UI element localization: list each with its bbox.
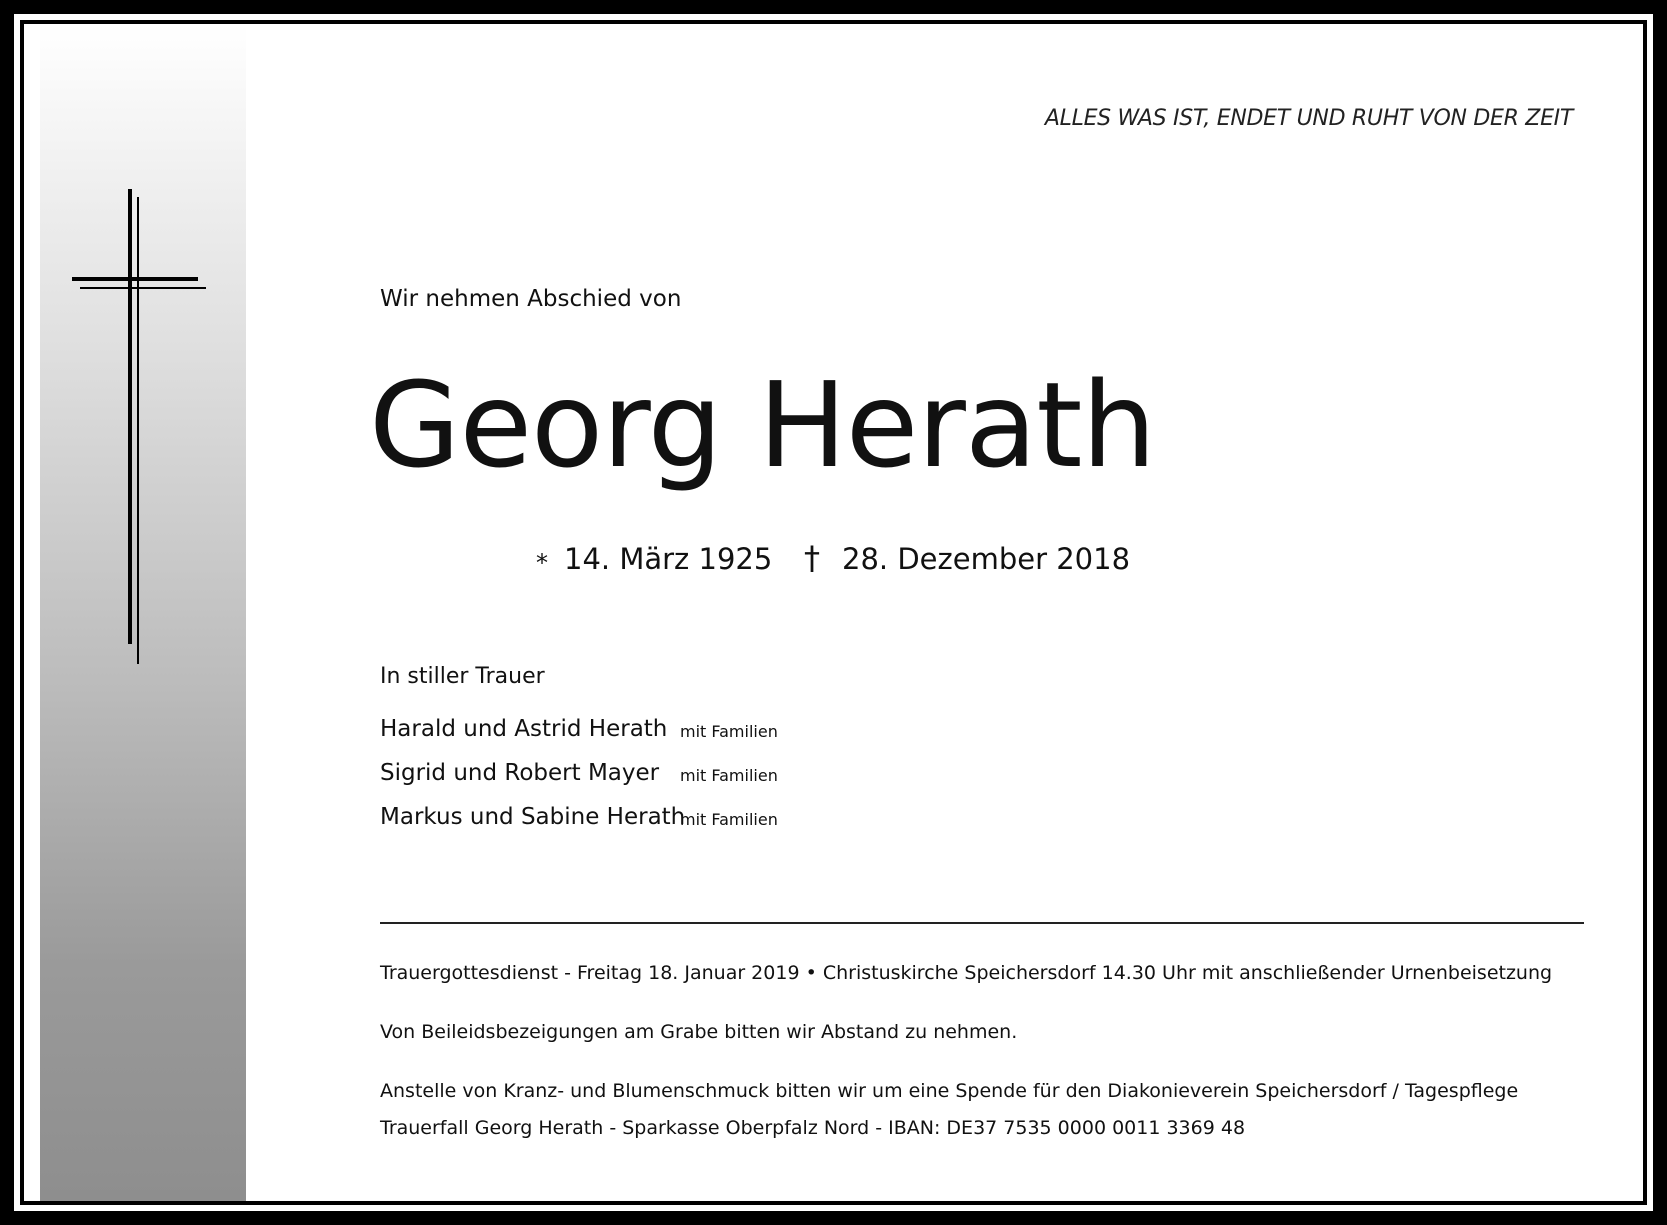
cross-icon (68, 189, 208, 679)
death-symbol: † (804, 539, 820, 577)
mourner-note: mit Familien (680, 766, 778, 785)
donation-bank: Trauerfall Georg Herath - Sparkasse Oberpfalz Nord - IBAN: DE37 7535 0000 0011 3369 48 (380, 1117, 1246, 1139)
mourner-name: Sigrid und Robert Mayer (380, 760, 660, 786)
deceased-name: Georg Herath (369, 356, 1156, 494)
mourner-note: mit Familien (680, 810, 778, 829)
motto: ALLES WAS IST, ENDET UND RUHT VON DER ZEIT (1044, 106, 1573, 131)
divider-line (380, 922, 1584, 924)
mourning-label: In stiller Trauer (380, 664, 545, 689)
mourner-name: Markus und Sabine Herath (380, 804, 686, 830)
mourner-note: mit Familien (680, 722, 778, 741)
birth-date: 14. März 1925 (564, 542, 773, 576)
birth-symbol: * (536, 549, 548, 577)
service-info: Trauergottesdienst - Freitag 18. Januar 2019 • Christuskirche Speichersdorf 14.30 Uhr mit anschließender Urnenbeisetzung (380, 962, 1553, 984)
donation-note: Anstelle von Kranz- und Blumenschmuck bitten wir um eine Spende für den Diakonieverein Speichersdorf / Tagespflege (380, 1080, 1519, 1102)
mourner-name: Harald und Astrid Herath (380, 716, 668, 742)
obituary-card (24, 24, 1643, 1201)
death-date: 28. Dezember 2018 (842, 542, 1131, 576)
condolence-note: Von Beileidsbezeigungen am Grabe bitten wir Abstand zu nehmen. (380, 1021, 1018, 1043)
intro-text: Wir nehmen Abschied von (380, 286, 682, 312)
